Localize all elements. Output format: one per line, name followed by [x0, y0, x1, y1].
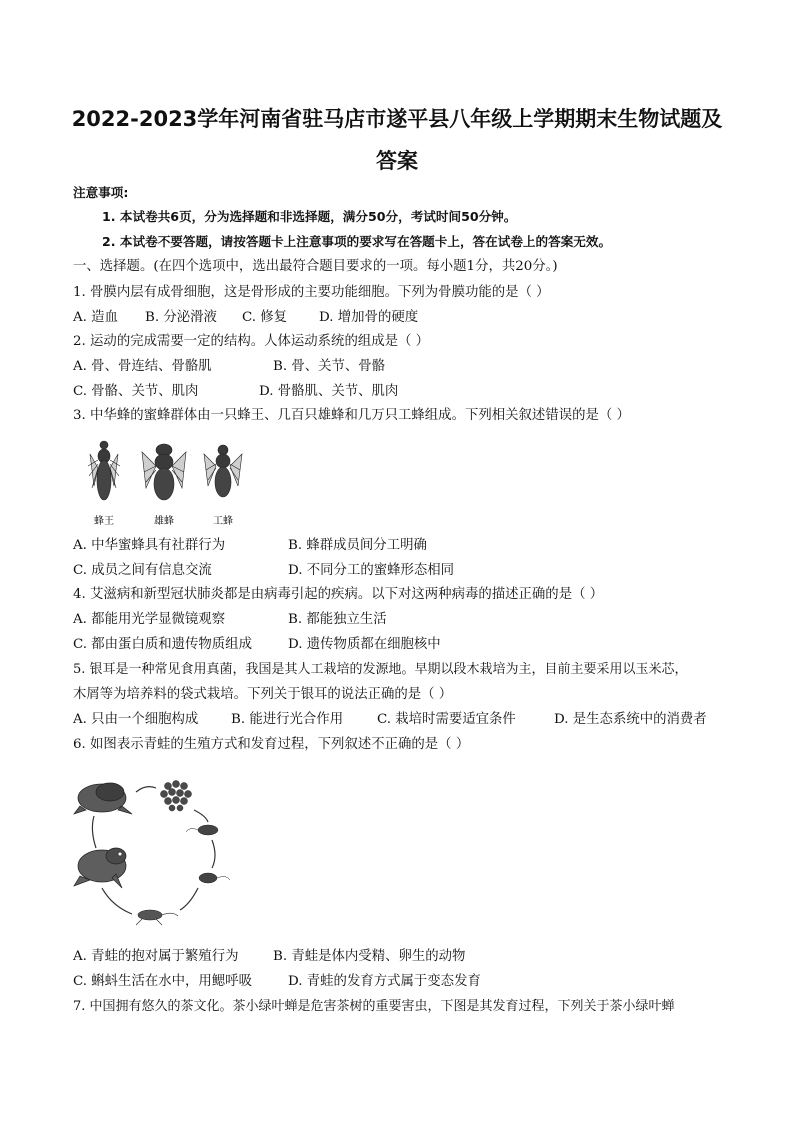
option-d: D. 遗传物质都在细胞核中 — [288, 637, 441, 652]
option-c: C. 栽培时需要适宜条件 — [377, 712, 516, 727]
question-1-stem: 1. 骨膜内层有成骨细胞，这是骨形成的主要功能细胞。下列为骨膜功能的是（ ） — [73, 285, 550, 300]
option-a: A. 骨、骨连结、骨骼肌 — [73, 359, 212, 374]
question-5-stem-line-2: 木屑等为培养料的袋式栽培。下列关于银耳的说法正确的是（ ） — [73, 687, 453, 702]
frog-amplexus-image — [74, 783, 132, 814]
option-d: D. 增加骨的硬度 — [319, 310, 419, 325]
question-2-stem: 2. 运动的完成需要一定的结构。人体运动系统的组成是（ ） — [73, 334, 430, 349]
section-1-heading: 一、选择题。(在四个选项中，选出最符合题目要求的一项。每小题1分，共20分。) — [73, 259, 558, 274]
title-line-2: 答案 — [376, 149, 418, 173]
option-d: D. 是生态系统中的消费者 — [554, 712, 707, 727]
question-4-stem: 4. 艾滋病和新型冠状肺炎都是由病毒引起的疾病。以下对这两种病毒的描述正确的是（ ） — [73, 587, 604, 602]
question-4-options-row-2 — [73, 636, 728, 654]
option-b: B. 蜂群成员间分工明确 — [288, 538, 427, 553]
question-4-options-row-1 — [73, 611, 728, 629]
option-a: A. 造血 — [73, 310, 118, 325]
title-line-1: 2022-2023学年河南省驻马店市遂平县八年级上学期期末生物试题及 — [71, 107, 723, 131]
option-b: B. 能进行光合作用 — [231, 712, 344, 727]
option-a: A. 只由一个细胞构成 — [73, 712, 199, 727]
question-5-options — [73, 711, 728, 729]
option-c: C. 成员之间有信息交流 — [73, 563, 212, 578]
tadpole-late-image — [199, 873, 230, 883]
tadpole-early-image — [186, 825, 218, 835]
question-7-stem: 7. 中国拥有悠久的茶文化。茶小绿叶蝉是危害茶树的重要害虫，下图是其发育过程，下列关于茶小绿叶蝉 — [73, 999, 675, 1014]
option-d: D. 青蛙的发育方式属于变态发育 — [288, 974, 481, 989]
option-b: B. 分泌滑液 — [145, 310, 217, 325]
option-c: C. 骨骼、关节、肌肉 — [73, 384, 199, 399]
notice-item-2: 2. 本试卷不要答题，请按答题卡上注意事项的要求写在答题卡上，答在试卷上的答案无效。 — [102, 234, 612, 249]
question-6-options-row-2 — [73, 973, 728, 991]
queen-bee-image — [88, 441, 120, 500]
question-3-stem: 3. 中华蜂的蜜蜂群体由一只蜂王、几百只雄蜂和几万只工蜂组成。下列相关叙述错误的是（ ） — [73, 408, 630, 423]
frog-lifecycle-figure — [72, 770, 247, 930]
option-d: D. 骨骼肌、关节、肌肉 — [259, 384, 399, 399]
option-c: C. 都由蛋白质和遗传物质组成 — [73, 637, 252, 652]
notice-item-1: 1. 本试卷共6页，分为选择题和非选择题，满分50分，考试时间50分钟。 — [102, 209, 517, 224]
option-b: B. 都能独立生活 — [288, 612, 387, 627]
question-6-stem: 6. 如图表示青蛙的生殖方式和发育过程，下列叙述不正确的是（ ） — [73, 737, 470, 752]
caption-worker: 工蜂 — [213, 516, 233, 527]
option-b: B. 骨、关节、骨骼 — [273, 359, 386, 374]
drone-bee-image — [142, 444, 186, 500]
froglet-image — [136, 910, 178, 925]
notice-heading: 注意事项: — [73, 185, 129, 200]
question-2-options-row-2 — [73, 383, 728, 401]
caption-queen: 蜂王 — [94, 516, 114, 527]
question-1-options — [73, 309, 728, 327]
worker-bee-image — [204, 445, 242, 497]
caption-drone: 雄蜂 — [154, 516, 174, 527]
question-5-stem-line-1: 5. 银耳是一种常见食用真菌，我国是其人工栽培的发源地。早期以段木栽培为主，目前主要采用以玉米芯， — [73, 662, 688, 677]
option-d: D. 不同分工的蜜蜂形态相同 — [288, 563, 455, 578]
option-a: A. 中华蜜蜂具有社群行为 — [73, 538, 226, 553]
frog-eggs-image — [161, 781, 192, 812]
question-3-options-row-1 — [73, 537, 728, 555]
bee-figure — [80, 436, 250, 530]
option-c: C. 蝌蚪生活在水中，用鳃呼吸 — [73, 974, 252, 989]
option-a: A. 青蛙的抱对属于繁殖行为 — [73, 949, 239, 964]
option-a: A. 都能用光学显微镜观察 — [73, 612, 226, 627]
option-b: B. 青蛙是体内受精、卵生的动物 — [273, 949, 466, 964]
question-3-options-row-2 — [73, 562, 728, 580]
adult-frog-image — [74, 848, 126, 888]
question-6-options-row-1 — [73, 948, 728, 966]
question-2-options-row-1 — [73, 358, 728, 376]
option-c: C. 修复 — [242, 310, 288, 325]
